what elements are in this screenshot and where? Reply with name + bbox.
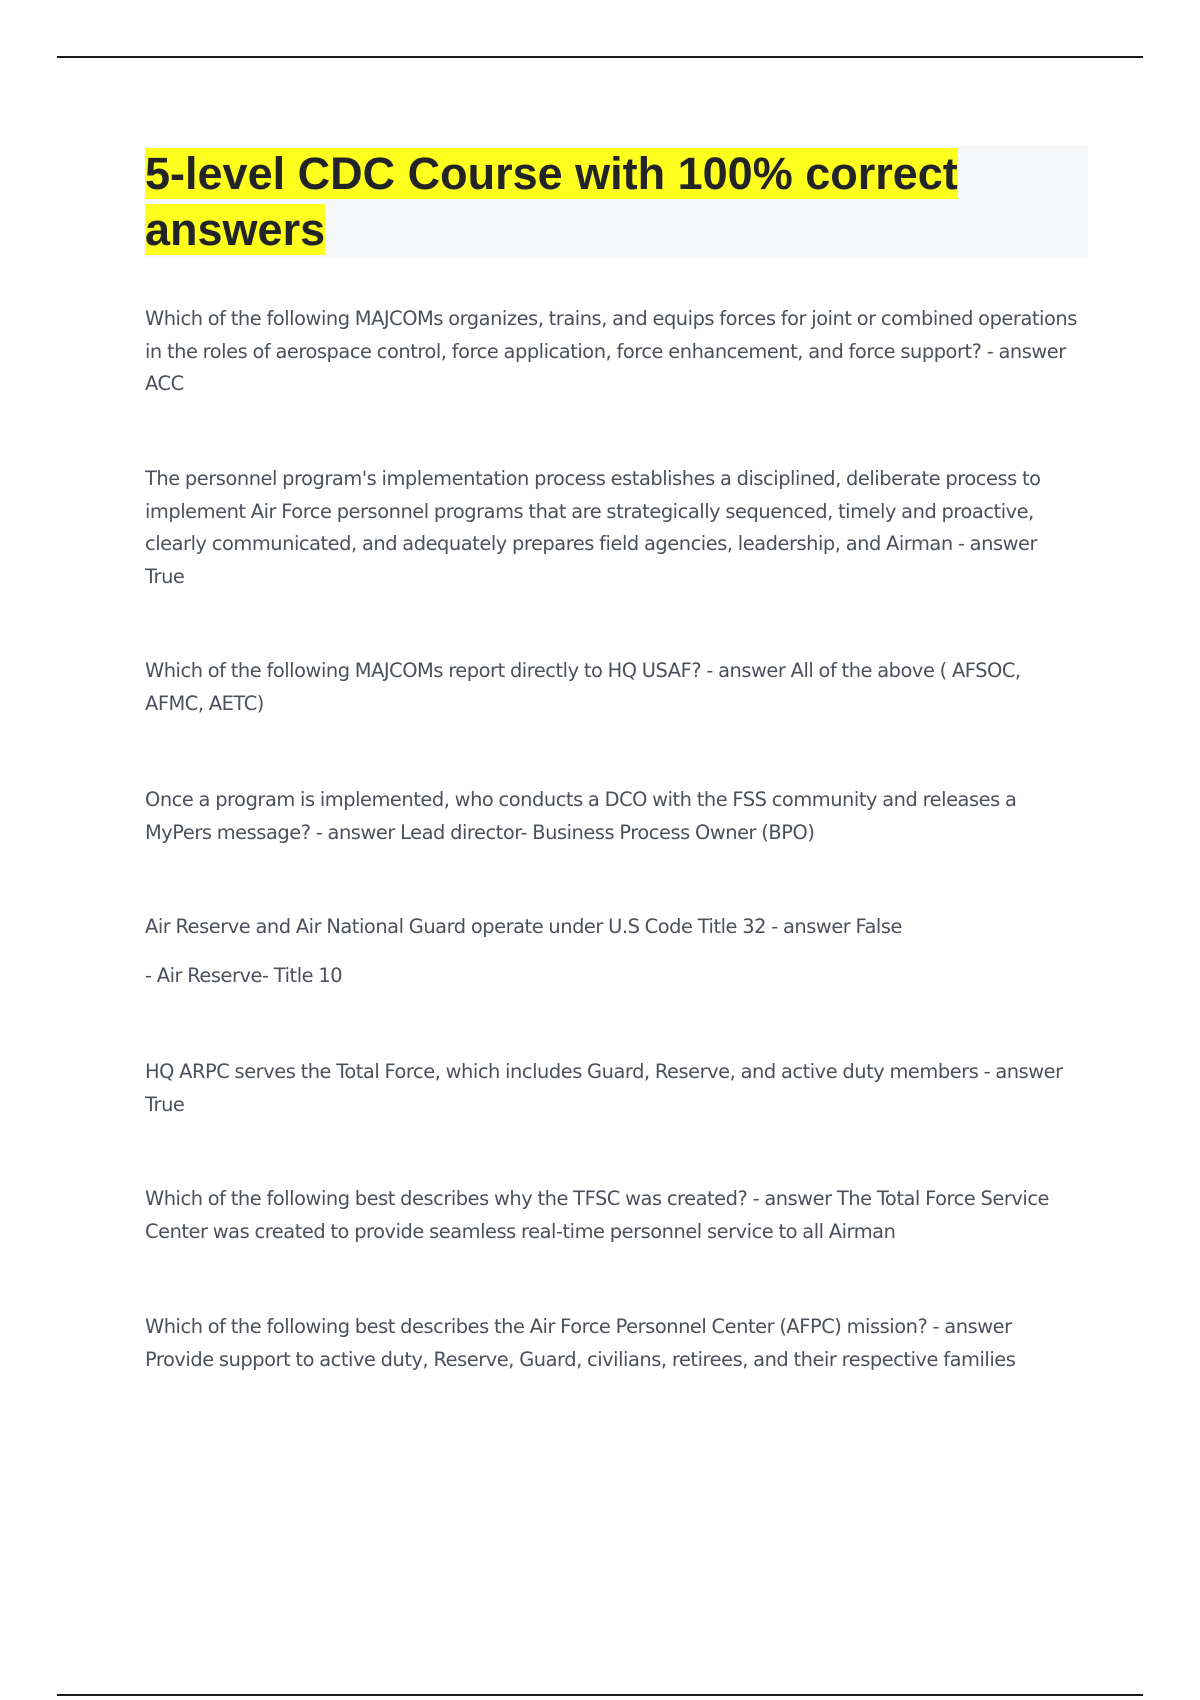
document-title <box>145 146 1088 258</box>
qa-item: Which of the following MAJCOMs report directly to HQ USAF? - answer All of the above ( AFSOC, AFMC, AETC) <box>145 659 1021 715</box>
bottom-rule <box>57 1694 1143 1696</box>
qa-item: Which of the following best describes the Air Force Personnel Center (AFPC) mission? - answer Provide support to active duty, Reserve, Guard, civilians, retirees, and their respective families <box>145 1315 1016 1371</box>
qa-item: Once a program is implemented, who conducts a DCO with the FSS community and releases a MyPers message? - answer Lead director- Business Process Owner (BPO) <box>145 788 1017 844</box>
qa-item: HQ ARPC serves the Total Force, which includes Guard, Reserve, and active duty members - answer True <box>145 1060 1063 1116</box>
qa-item: Which of the following best describes why the TFSC was created? - answer The Total Force Service Center was created to provide seamless real-time personnel service to all Airman <box>145 1187 1050 1243</box>
title-highlight: 5-level CDC Course with 100% correct answers <box>145 148 958 255</box>
qa-item-note: - Air Reserve- Title 10 <box>145 964 343 987</box>
qa-item: Air Reserve and Air National Guard operate under U.S Code Title 32 - answer False <box>145 915 902 938</box>
qa-item: Which of the following MAJCOMs organizes, trains, and equips forces for joint or combined operations in the roles of aerospace control, force application, force enhancement, and force support? - answer ACC <box>145 307 1077 395</box>
top-rule <box>57 56 1143 58</box>
qa-item: The personnel program's implementation process establishes a disciplined, deliberate process to implement Air Force personnel programs that are strategically sequenced, timely and proactive, clearly communicated, and adequately prepares field agencies, leadership, and Airman - answer True <box>145 467 1041 588</box>
title-block <box>145 146 1088 258</box>
